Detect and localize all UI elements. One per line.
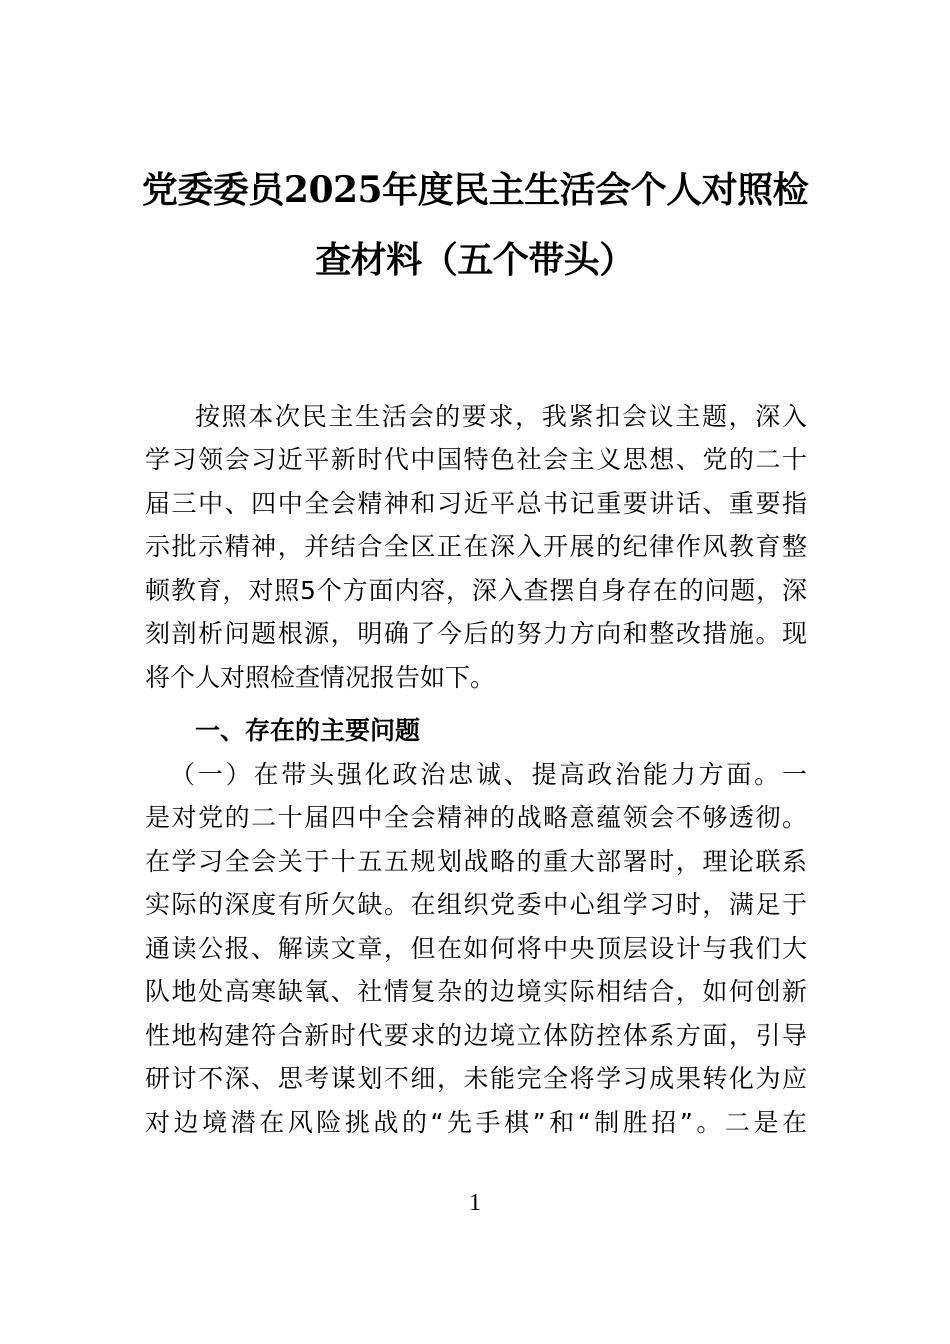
intro-line: 届三中、四中全会精神和习近平总书记重要讲话、重要指 <box>145 489 809 518</box>
intro-line: 按照本次民主生活会的要求，我紧扣会议主题，深入 <box>195 402 809 431</box>
subsection-line: 实际的深度有所欠缺。在组织党委中心组学习时，满足于 <box>145 890 809 919</box>
subsection-line: 是对党的二十届四中全会精神的战略意蕴领会不够透彻。 <box>145 803 809 832</box>
subsection-line: 对边境潜在风险挑战的“先手棋”和“制胜招”。二是在 <box>145 1108 811 1137</box>
page-number: 1 <box>469 1190 481 1216</box>
subsection-line: 性地构建符合新时代要求的边境立体防控体系方面，引导 <box>145 1021 809 1050</box>
subsection-line: 队地处高寒缺氧、社情复杂的边境实际相结合，如何创新 <box>145 977 809 1006</box>
intro-line: 将个人对照检查情况报告如下。 <box>145 663 496 692</box>
document-title-line-1: 党委委员2025年度民主生活会个人对照检 <box>141 169 809 211</box>
intro-line: 学习领会习近平新时代中国特色社会主义思想、党的二十 <box>145 445 809 474</box>
intro-line: 顿教育，对照5个方面内容，深入查摆自身存在的问题，深 <box>145 576 808 605</box>
subsection-line: 在学习全会关于十五五规划战略的重大部署时，理论联系 <box>145 847 809 876</box>
subsection-line: （一）在带头强化政治忠诚、提高政治能力方面。一 <box>170 760 810 789</box>
intro-line: 示批示精神，并结合全区正在深入开展的纪律作风教育整 <box>145 532 809 561</box>
subsection-line: 研讨不深、思考谋划不细，未能完全将学习成果转化为应 <box>145 1064 809 1093</box>
intro-line: 刻剖析问题根源，明确了今后的努力方向和整改措施。现 <box>145 619 809 648</box>
section-heading: 一、存在的主要问题 <box>195 716 421 745</box>
document-title-line-2: 查材料（五个带头） <box>315 239 635 281</box>
subsection-line: 通读公报、解读文章，但在如何将中央顶层设计与我们大 <box>145 934 809 963</box>
